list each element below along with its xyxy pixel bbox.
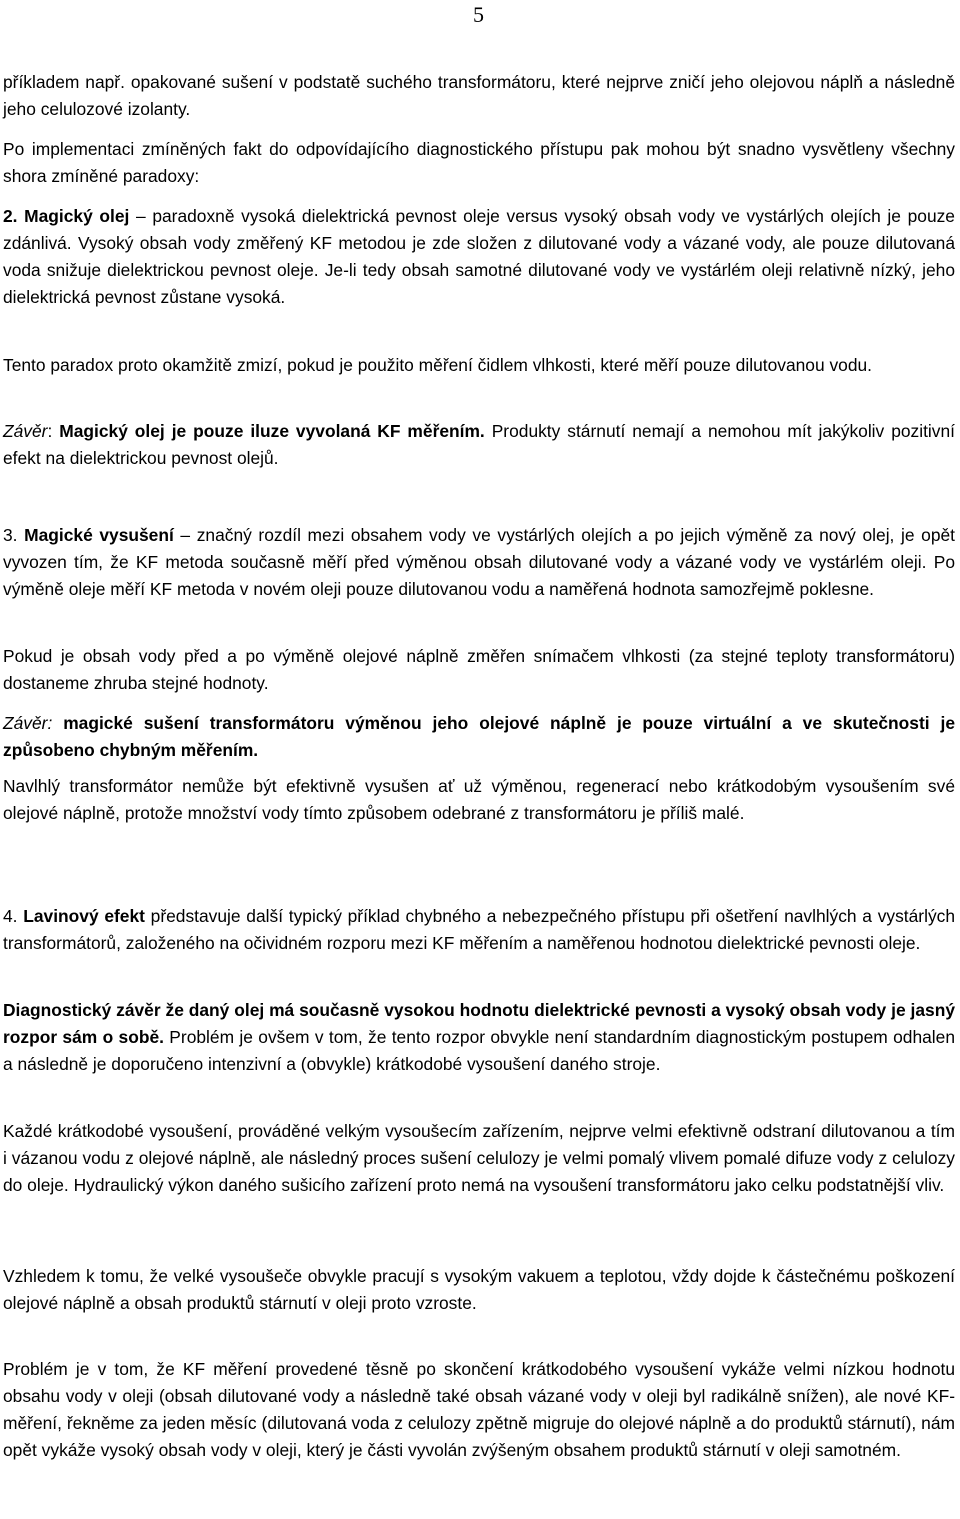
paragraph-text: Každé krátkodobé vysoušení, prováděné velkým vysoušecím zařízením, nejprve velmi efektivně odstraní dilutovanou a tím i vázanou vodu z olejové náplně, ale následný proces sušení celulozy je velmi pomalý vlivem pomalé difuze vody z celulozy do oleje. Hydraulický výkon daného sušicího zařízení proto nemá na vysoušení transformátoru jako celku podstatnější vliv. [3, 1121, 955, 1195]
paragraph-magic-oil [3, 203, 955, 311]
section-heading-magic-drying: Magické vysušení [17, 525, 174, 545]
paragraph-text: příkladem např. opakované sušení v podstatě suchého transformátoru, které nejprve zničí jeho olejovou náplň a následně jeho celulozové izolanty. [3, 72, 955, 119]
section-heading-magic-oil: 2. Magický olej [3, 206, 130, 226]
section-number: 4. [3, 906, 18, 926]
paragraph-short-drying [3, 1118, 955, 1199]
paragraph-text: představuje další typický příklad chybného a nebezpečného přístupu při ošetření navlhlých a vystárlých transformátorů, založeného na očividném rozporu mezi KF měřením a naměřenou hodnotou dielektrické pevnosti oleje. [3, 906, 956, 953]
paragraph-paradox-vanishes [3, 352, 955, 379]
paragraph-drying-example [3, 69, 955, 123]
conclusion-statement: Magický olej je pouze iluze vyvolaná KF měřením. [59, 421, 485, 441]
paragraph-text: Problém je ovšem v tom, že tento rozpor obvykle není standardním diagnostickým postupem odhalen a následně je doporučeno intenzivní a (obvykle) krátkodobé vysoušení daného stroje. [3, 1027, 955, 1074]
paragraph-text: Navlhlý transformátor nemůže být efektivně vysušen ať už výměnou, regenerací nebo krátkodobým vysoušením své olejové náplně, protože množství vody tímto způsobem odebrané z transformátoru je příliš malé. [3, 776, 955, 823]
paragraph-conclusion-2 [3, 710, 955, 764]
paragraph-text: Problém je v tom, že KF měření provedené těsně po skončení krátkodobého vysoušení vykáže velmi nízkou hodnotu obsahu vody v oleji (obsah dilutované vody a následně také obsah vázané vody v oleji byl radikálně snížen), ale nové KF-měření, řekněme za jeden měsíc (dilutovaná voda z celulozy zpětně migruje do olejové náplně a do produktů stárnutí), nám opět vykáže vysoký obsah vody v oleji, který je části vyvolán zvýšeným obsahem produktů stárnutí v oleji samotném. [3, 1359, 955, 1460]
paragraph-kf-problem [3, 1356, 955, 1464]
paragraph-avalanche-effect [3, 903, 955, 957]
paragraph-text: Pokud je obsah vody před a po výměně olejové náplně změřen snímačem vlhkosti (za stejné teploty transformátoru) dostaneme zhruba stejné hodnoty. [3, 646, 955, 693]
paragraph-text: Vzhledem k tomu, že velké vysoušeče obvykle pracují s vysokým vakuem a teplotou, vždy dojde k částečnému poškození olejové náplně a obsah produktů stárnutí v oleji proto vzroste. [3, 1266, 955, 1313]
paragraph-wet-transformer [3, 773, 955, 827]
paragraph-vacuum-dryers [3, 1263, 955, 1317]
section-number: 3. [3, 525, 18, 545]
paragraph-conclusion-1: Závěr: Magický olej je pouze iluze vyvolaná KF měřením. Produkty stárnutí nemají a nemohou mít jakýkoliv pozitivní efekt na dielektrickou pevnost olejů. [3, 421, 955, 468]
paragraph-text: – značný rozdíl mezi obsahem vody ve vystárlých olejích a po jejich výměně za nový olej, je opět vyvozen tím, že KF metoda současně měří před výměnou obsah dilutované vody a vázané vody ve vystárlém oleji. Po výměně oleje měří KF metoda v novém oleji pouze dilutovanou vodu a naměřená hodnota samozřejmě poklesne. [3, 525, 955, 599]
page-number: 5 [473, 2, 484, 27]
paragraph-text: Tento paradox proto okamžitě zmizí, pokud je použito měření čidlem vlhkosti, které měří pouze dilutovanou vodu. [3, 355, 873, 375]
paragraph-text: – paradoxně vysoká dielektrická pevnost oleje versus vysoký obsah vody ve vystárlých olejích je pouze zdánlivá. [3, 206, 955, 253]
paragraph-text: Produkty stárnutí nemají a nemohou mít jakýkoliv pozitivní efekt na dielektrickou pevnost olejů. [3, 421, 955, 468]
section-heading-avalanche-effect: Lavinový efekt [17, 906, 145, 926]
paragraph-magic-drying [3, 522, 955, 603]
paragraph-text: Vysoký obsah vody změřený KF metodou je zde složen z dilutované vody a vázané vody, ale pouze dilutovaná voda snižuje dielektrickou pevnost oleje. Je-li tedy obsah samotné dilutované vody ve vystárlém oleji relativně nízký, jeho dielektrická pevnost zůstane vysoká. [3, 233, 955, 307]
conclusion-statement: magické sušení transformátoru výměnou jeho olejové náplně je pouze virtuální a ve skutečnosti je způsobeno chybným měřením. [3, 713, 955, 760]
paragraph-paradoxes-intro [3, 136, 955, 190]
paragraph-diagnostic-conclusion [3, 997, 955, 1078]
conclusion-label: Závěr [3, 421, 48, 441]
paragraph-sensor-measurement [3, 643, 955, 697]
conclusion-label: Závěr: [3, 713, 53, 733]
diagnostic-conclusion-statement: Diagnostický závěr že daný olej má současně vysokou hodnotu dielektrické pevnosti a vysoký obsah vody je jasný rozpor sám o sobě. [3, 1000, 955, 1047]
paragraph-text: Po implementaci zmíněných fakt do odpovídajícího diagnostického přístupu pak mohou být snadno vysvětleny všechny shora zmíněné paradoxy: [3, 139, 955, 186]
